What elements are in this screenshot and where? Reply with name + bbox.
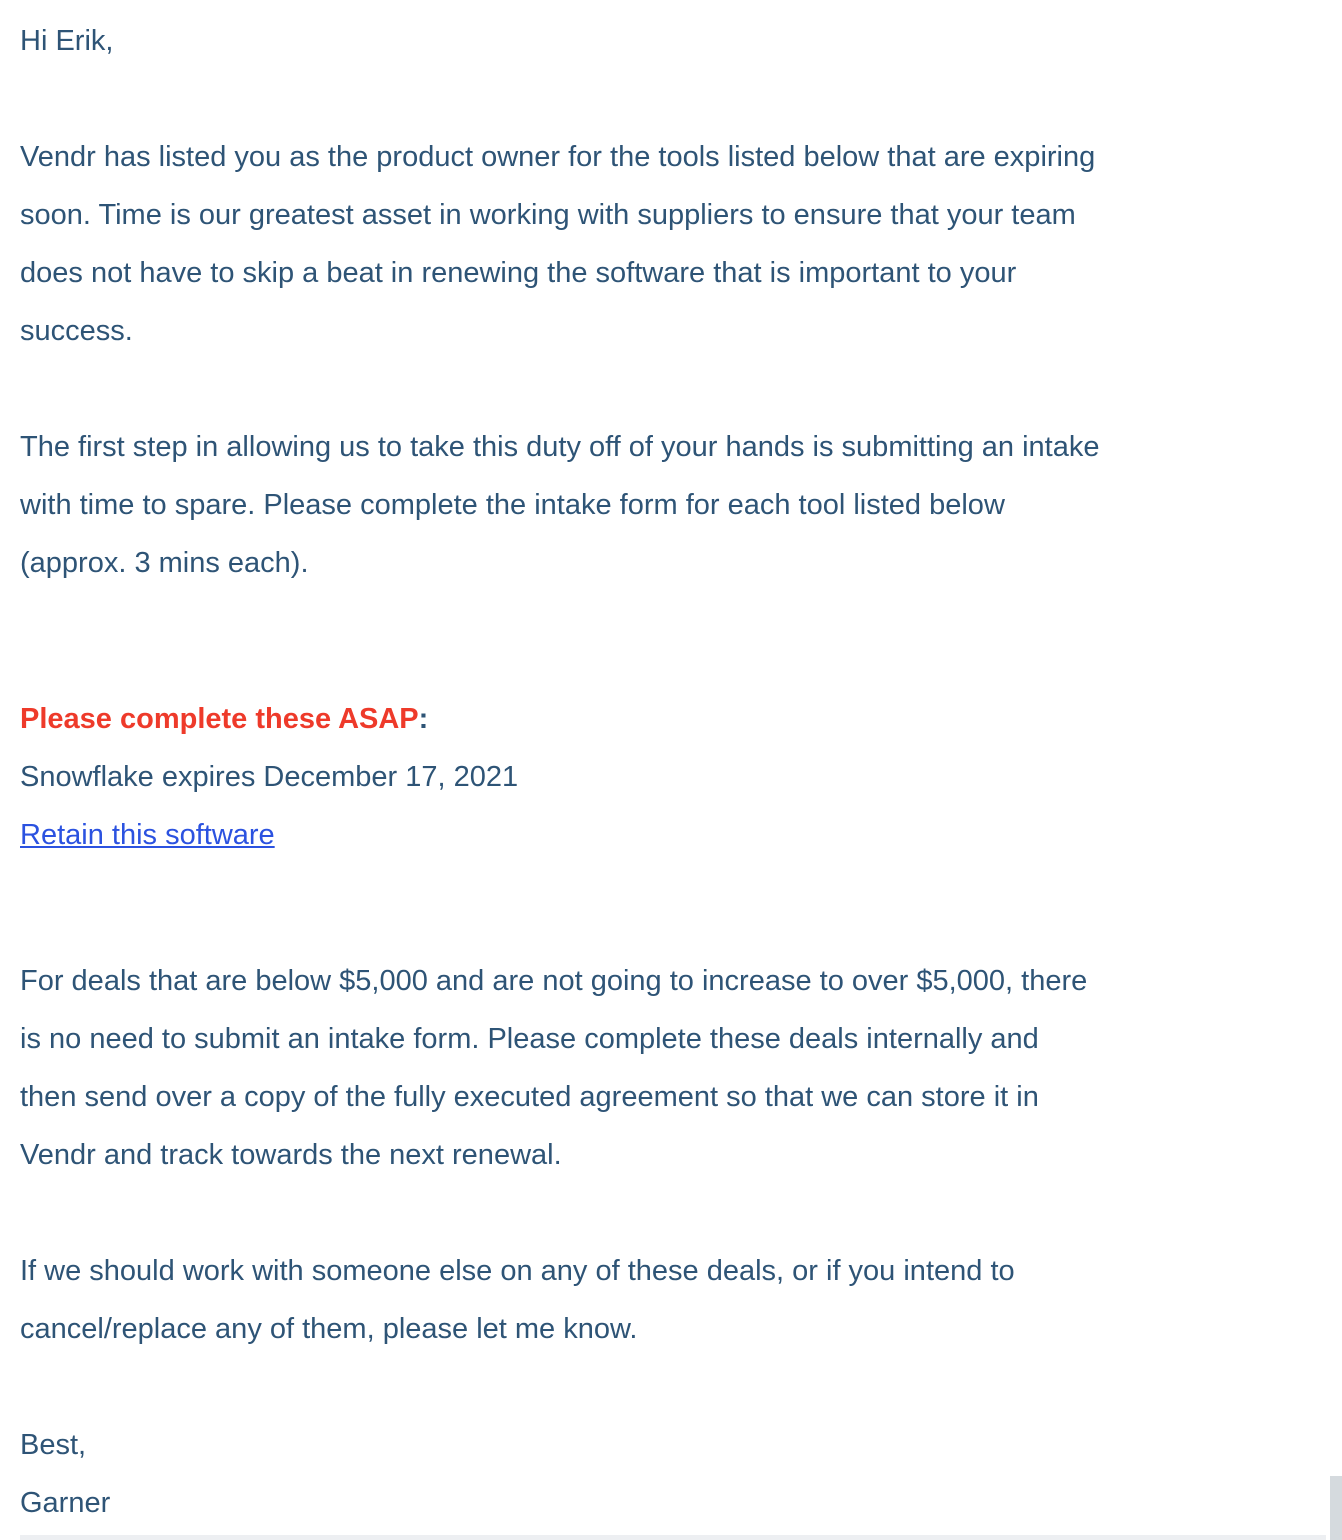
paragraph-line: Vendr and track towards the next renewal.	[20, 1139, 562, 1171]
retain-software-link[interactable]: Retain this software	[20, 819, 275, 851]
signoff	[20, 1416, 1322, 1532]
greeting	[20, 12, 1322, 70]
asap-heading	[20, 690, 1322, 748]
asap-heading-line	[20, 690, 1322, 748]
paragraph-line: then send over a copy of the fully executed agreement so that we can store it in	[20, 1081, 1039, 1113]
expiry-text: Snowflake expires December 17, 2021	[20, 761, 519, 793]
signoff-name: Garner	[20, 1487, 111, 1519]
paragraph-line: success.	[20, 315, 133, 347]
paragraph-line: cancel/replace any of them, please let me know.	[20, 1313, 638, 1345]
greeting-text: Hi Erik,	[20, 25, 114, 57]
bottom-divider	[20, 1535, 1326, 1540]
signoff-closing: Best,	[20, 1429, 87, 1461]
paragraph-line: The first step in allowing us to take this duty off of your hands is submitting an intake	[20, 431, 1100, 463]
retain-link-line	[20, 806, 1322, 864]
retain-link-row	[20, 806, 1322, 864]
paragraph-line: soon. Time is our greatest asset in working with suppliers to ensure that your team	[20, 199, 1076, 231]
expiry-line	[20, 748, 1322, 806]
paragraph-line: (approx. 3 mins each).	[20, 547, 309, 579]
asap-heading-text: Please complete these ASAP	[20, 703, 419, 735]
paragraph-line: does not have to skip a beat in renewing the software that is important to your	[20, 257, 1017, 289]
paragraph-line: Vendr has listed you as the product owner for the tools listed below that are expiring	[20, 141, 1096, 173]
paragraph-deals	[20, 952, 1322, 1184]
paragraph-line: is no need to submit an intake form. Please complete these deals internally and	[20, 1023, 1039, 1055]
asap-heading-colon: :	[418, 703, 429, 735]
vertical-scrollbar-thumb[interactable]	[1330, 1476, 1342, 1540]
paragraph-intro	[20, 128, 1322, 360]
paragraph-first-step	[20, 418, 1322, 592]
paragraph-line: with time to spare. Please complete the intake form for each tool listed below	[20, 489, 1005, 521]
paragraph-someone-else	[20, 1242, 1322, 1358]
paragraph-line: For deals that are below $5,000 and are not going to increase to over $5,000, there	[20, 965, 1088, 997]
paragraph-line: If we should work with someone else on any of these deals, or if you intend to	[20, 1255, 1015, 1287]
